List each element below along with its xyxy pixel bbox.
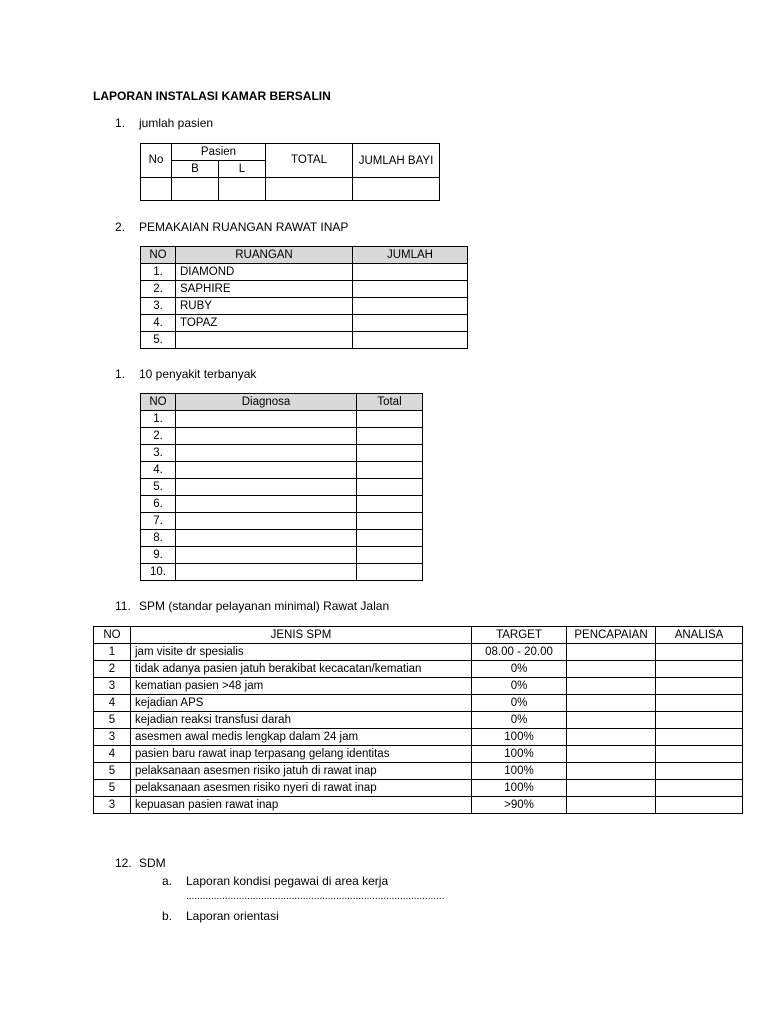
row-diagnosa [176,479,357,496]
table-row [94,780,743,797]
item-letter: a. [162,874,173,888]
row-jenis: kejadian reaksi transfusi darah [131,712,472,729]
row-target: 0% [472,678,567,695]
row-total [357,445,423,462]
row-no: 4 [94,746,131,763]
row-no: 1 [94,644,131,661]
row-target: 100% [472,780,567,797]
row-jenis: asesmen awal medis lengkap dalam 24 jam [131,729,472,746]
section-penyakit-heading [115,367,256,381]
row-no: 4. [141,315,176,332]
row-jumlah [353,298,468,315]
col-header-diagnosa: Diagnosa [176,394,357,411]
row-diagnosa [176,547,357,564]
row-no: 1. [141,411,176,428]
row-ruangan: RUBY [176,298,353,315]
table-row [94,661,743,678]
row-no: 3 [94,797,131,814]
row-total [357,530,423,547]
row-jenis: jam visite dr spesialis [131,644,472,661]
row-ruangan: TOPAZ [176,315,353,332]
row-analisa [656,797,743,814]
item-text: Laporan orientasi [186,909,279,923]
row-jenis: kepuasan pasien rawat inap [131,797,472,814]
row-diagnosa [176,411,357,428]
row-diagnosa [176,564,357,581]
section-spm-heading [115,599,389,613]
row-total [357,564,423,581]
table-row [94,746,743,763]
table-row [141,547,423,564]
col-header-pencapaian: PENCAPAIAN [567,627,656,644]
row-target: 0% [472,695,567,712]
col-header-no: No [141,144,172,178]
row-no: 5 [94,780,131,797]
row-pencapaian [567,712,656,729]
section-number: 12. [115,856,132,870]
row-diagnosa [176,445,357,462]
section-label: 10 penyakit terbanyak [139,367,257,381]
row-pencapaian [567,797,656,814]
section-label: jumlah pasien [139,116,214,130]
row-jumlah [353,332,468,349]
cell-b [172,178,219,201]
row-total [357,462,423,479]
ruangan-table [140,246,468,349]
table-row [141,264,468,281]
section-number: 1. [115,116,126,130]
col-header-no: NO [141,394,176,411]
row-jenis: kematian pasien >48 jam [131,678,472,695]
row-analisa [656,644,743,661]
row-analisa [656,712,743,729]
table-row [141,411,423,428]
sdm-dotted-line: ............................................................................................. [186,891,445,902]
cell-jumlah-bayi [353,178,440,201]
row-no: 3. [141,298,176,315]
section-number: 1. [115,367,126,381]
row-pencapaian [567,780,656,797]
row-no: 3 [94,678,131,695]
row-diagnosa [176,428,357,445]
row-ruangan [176,332,353,349]
row-diagnosa [176,496,357,513]
item-text: Laporan kondisi pegawai di area kerja [186,874,389,888]
row-analisa [656,678,743,695]
col-header-total: TOTAL [266,144,353,178]
col-header-jenis-spm: JENIS SPM [131,627,472,644]
row-analisa [656,746,743,763]
table-row [141,281,468,298]
table-row [141,298,468,315]
section-label: SDM [139,856,166,870]
row-jenis: pasien baru rawat inap terpasang gelang identitas [131,746,472,763]
cell-no [141,178,172,201]
row-total [357,496,423,513]
row-ruangan: DIAMOND [176,264,353,281]
table-row [94,797,743,814]
row-no: 4 [94,695,131,712]
section-number: 2. [115,220,126,234]
sdm-item-a [162,874,388,888]
row-no: 5. [141,332,176,349]
row-jumlah [353,264,468,281]
col-header-no: NO [141,247,176,264]
col-header-jumlah-bayi: JUMLAH BAYI [353,144,440,178]
item-letter: b. [162,909,173,923]
col-header-l: L [219,161,266,178]
row-analisa [656,661,743,678]
table-row [94,678,743,695]
table-row [94,729,743,746]
row-no: 9. [141,547,176,564]
table-row [141,332,468,349]
row-analisa [656,780,743,797]
row-pencapaian [567,644,656,661]
row-no: 5 [94,763,131,780]
row-total [357,428,423,445]
col-header-total: Total [357,394,423,411]
row-pencapaian [567,763,656,780]
col-header-target: TARGET [472,627,567,644]
row-jenis: pelaksanaan asesmen risiko jatuh di rawat inap [131,763,472,780]
row-analisa [656,763,743,780]
table-row [141,530,423,547]
row-no: 2 [94,661,131,678]
table-row [141,564,423,581]
row-target: 0% [472,661,567,678]
row-pencapaian [567,746,656,763]
row-no: 3. [141,445,176,462]
row-no: 7. [141,513,176,530]
row-no: 5 [94,712,131,729]
row-no: 10. [141,564,176,581]
row-jenis: kejadian APS [131,695,472,712]
row-no: 2. [141,428,176,445]
row-no: 6. [141,496,176,513]
sdm-item-b [162,909,279,923]
row-target: 100% [472,746,567,763]
row-pencapaian [567,661,656,678]
row-diagnosa [176,530,357,547]
row-target: 0% [472,712,567,729]
row-pencapaian [567,695,656,712]
col-header-b: B [172,161,219,178]
row-jumlah [353,315,468,332]
row-no: 8. [141,530,176,547]
row-analisa [656,729,743,746]
table-row [141,513,423,530]
row-no: 2. [141,281,176,298]
row-jumlah [353,281,468,298]
table-row [141,479,423,496]
row-target: >90% [472,797,567,814]
table-row [94,763,743,780]
row-no: 3 [94,729,131,746]
row-jenis: pelaksanaan asesmen risiko nyeri di rawat inap [131,780,472,797]
section-label: SPM (standar pelayanan minimal) Rawat Jalan [139,599,390,613]
col-header-no: NO [94,627,131,644]
table-row [141,445,423,462]
cell-total [266,178,353,201]
row-pencapaian [567,729,656,746]
row-diagnosa [176,513,357,530]
section-jumlah-pasien-heading [115,116,213,130]
section-sdm-heading [115,856,166,870]
row-total [357,411,423,428]
jumlah-pasien-table [140,143,440,201]
row-no: 4. [141,462,176,479]
table-row [141,462,423,479]
table-row [141,496,423,513]
col-header-pasien: Pasien [172,144,266,161]
col-header-analisa: ANALISA [656,627,743,644]
row-target: 100% [472,729,567,746]
section-number: 11. [115,599,131,613]
section-label: PEMAKAIAN RUANGAN RAWAT INAP [139,220,349,234]
col-header-ruangan: RUANGAN [176,247,353,264]
row-analisa [656,695,743,712]
row-total [357,479,423,496]
row-ruangan: SAPHIRE [176,281,353,298]
spm-table [93,626,743,814]
row-no: 5. [141,479,176,496]
row-diagnosa [176,462,357,479]
row-target: 100% [472,763,567,780]
row-total [357,547,423,564]
row-pencapaian [567,678,656,695]
row-total [357,513,423,530]
table-row [94,695,743,712]
row-jenis: tidak adanya pasien jatuh berakibat kecacatan/kematian [131,661,472,678]
page-title: LAPORAN INSTALASI KAMAR BERSALIN [93,89,331,103]
penyakit-table [140,393,423,581]
table-row [141,315,468,332]
table-row [94,712,743,729]
row-target: 08.00 - 20.00 [472,644,567,661]
cell-l [219,178,266,201]
col-header-jumlah: JUMLAH [353,247,468,264]
table-row [94,644,743,661]
table-row [141,428,423,445]
row-no: 1. [141,264,176,281]
section-ruangan-heading [115,220,348,234]
